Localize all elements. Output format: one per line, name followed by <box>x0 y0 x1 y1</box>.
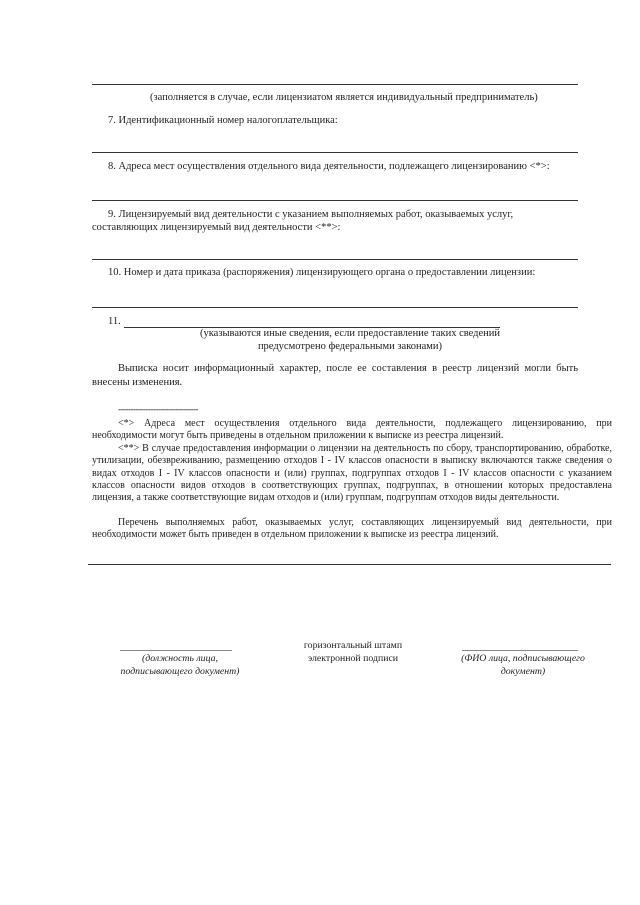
item-8-fill-line[interactable] <box>92 200 578 201</box>
item-11-note-line2: предусмотрено федеральными законами) <box>257 341 443 352</box>
item-10-label: 10. Номер и дата приказа (распоряжения) лицензирующего органа о предоставлении лицензии: <box>108 267 536 278</box>
name-caption-line1: (ФИО лица, подписывающего <box>461 653 585 664</box>
top-rule <box>92 84 578 85</box>
name-caption-line2: документ) <box>500 666 546 677</box>
item-11-label: 11. <box>108 316 121 327</box>
item-8-label: 8. Адреса мест осуществления отдельного вида деятельности, подлежащего лицензированию <*>: <box>108 161 550 172</box>
item-11-note-line1: (указываются иные сведения, если предоставление таких сведений <box>199 328 501 339</box>
stamp-caption-line1: горизонтальный штамп <box>303 640 403 651</box>
item-9-label-line1: 9. Лицензируемый вид деятельности с указанием выполняемых работ, оказываемых услуг, <box>108 209 514 220</box>
ip-note: (заполняется в случае, если лицензиатом является индивидуальный предприниматель) <box>150 92 538 103</box>
item-9-fill-line[interactable] <box>92 259 578 260</box>
item-9-label-line2: составляющих лицензируемый вид деятельности <**>: <box>92 222 341 233</box>
item-7-fill-line[interactable] <box>92 152 578 153</box>
position-caption-line2: подписывающего документ) <box>120 666 240 677</box>
info-note: Выписка носит информационный характер, после ее составления в реестр лицензий могли быть внесены изменения. <box>92 363 578 388</box>
item-10-fill-line[interactable] <box>92 307 578 308</box>
footnote-separator: -------------------------------- <box>118 404 198 414</box>
stamp-caption-line2: электронной подписи <box>307 653 399 664</box>
position-caption-line1: (должность лица, <box>142 653 218 664</box>
name-sign-line[interactable] <box>462 650 578 651</box>
footnote-2: <**> В случае предоставления информации о лицензии на деятельность по сбору, транспортированию, обработке, утилизации, обезвреживанию, размещению отходов I - IV классов опасности в выписку включаются также сведения о видах отходов I - IV классов опасности и (или) группах, подгруппах отходов I - IV классов опасности с указанием классов опасности видов отходов в соответствующих группах, подгруппах, в отношении которых предоставлена лицензия, а также соответствующие видам отходов и (или) группам, подгруппам отходов виды деятельности. <box>92 443 612 504</box>
footnote-3: Перечень выполняемых работ, оказываемых услуг, составляющих лицензируемый вид деятельности, при необходимости может быть приведен в отдельном приложении к выписке из реестра лицензий. <box>92 517 612 541</box>
item-7-label: 7. Идентификационный номер налогоплательщика: <box>108 115 338 126</box>
footnote-1: <*> Адреса мест осуществления отдельного вида деятельности, подлежащего лицензированию, при необходимости могут быть приведены в отдельном приложении к выписке из реестра лицензий. <box>92 418 612 442</box>
position-sign-line[interactable] <box>120 650 232 651</box>
footnotes-bottom-rule <box>88 564 611 565</box>
